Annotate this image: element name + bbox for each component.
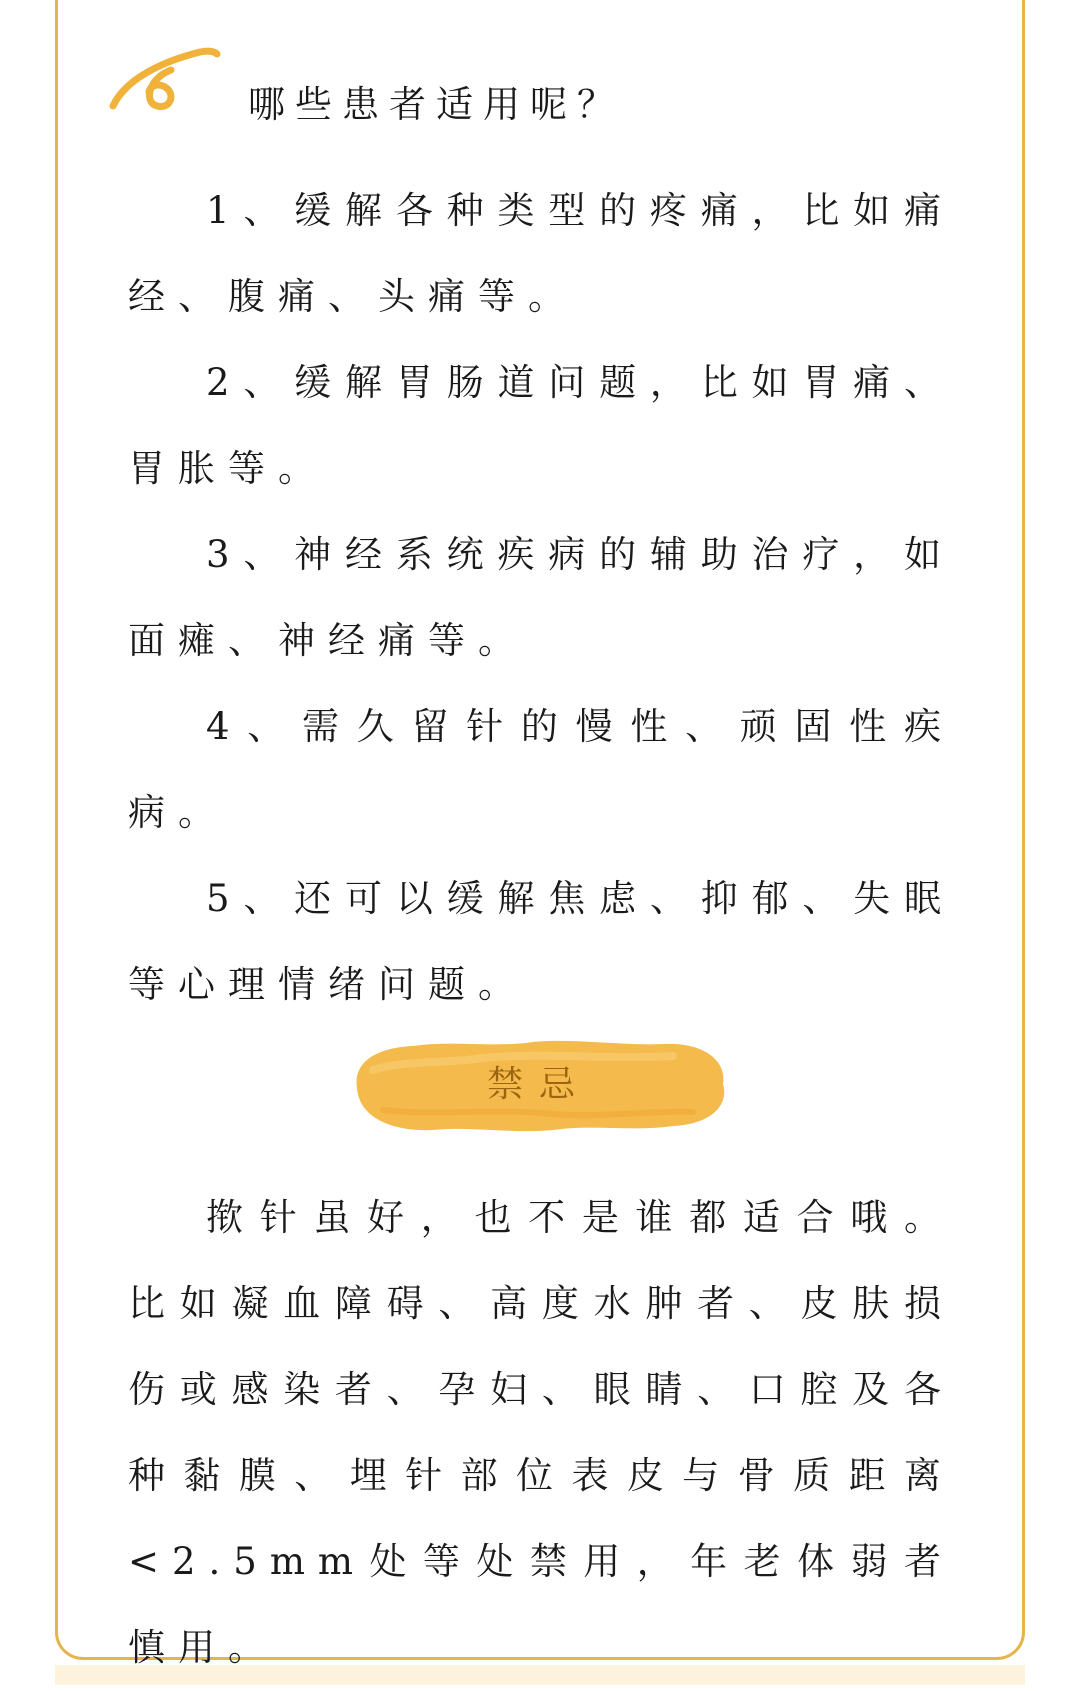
section-header [105,40,805,130]
badge-label: 禁忌 [486,1064,591,1105]
contraindications-text [128,1175,954,1691]
list-item: 2、缓解胃肠道问题，比如胃痛、胃胀等。 [128,361,954,490]
list-item: 4、需久留针的慢性、顽固性疾病。 [128,705,954,834]
indications-list [128,168,954,1028]
list-item: 5、还可以缓解焦虑、抑郁、失眠等心理情绪问题。 [128,877,954,1006]
swirl-icon [105,40,225,130]
section-title: 哪些患者适用呢？ [248,83,624,126]
paragraph: 揿针虽好，也不是谁都适合哦。比如凝血障碍、高度水肿者、皮肤损伤或感染者、孕妇、眼睛、口腔及各种黏膜、埋针部位表皮与骨质距离<2.5mm处等处禁用，年老体弱者慎用。 [128,1196,954,1669]
list-item: 3、神经系统疾病的辅助治疗，如面瘫、神经痛等。 [128,533,954,662]
list-item: 1、缓解各种类型的疼痛，比如痛经、腹痛、头痛等。 [128,189,954,318]
contraindications-badge [343,1030,735,1140]
